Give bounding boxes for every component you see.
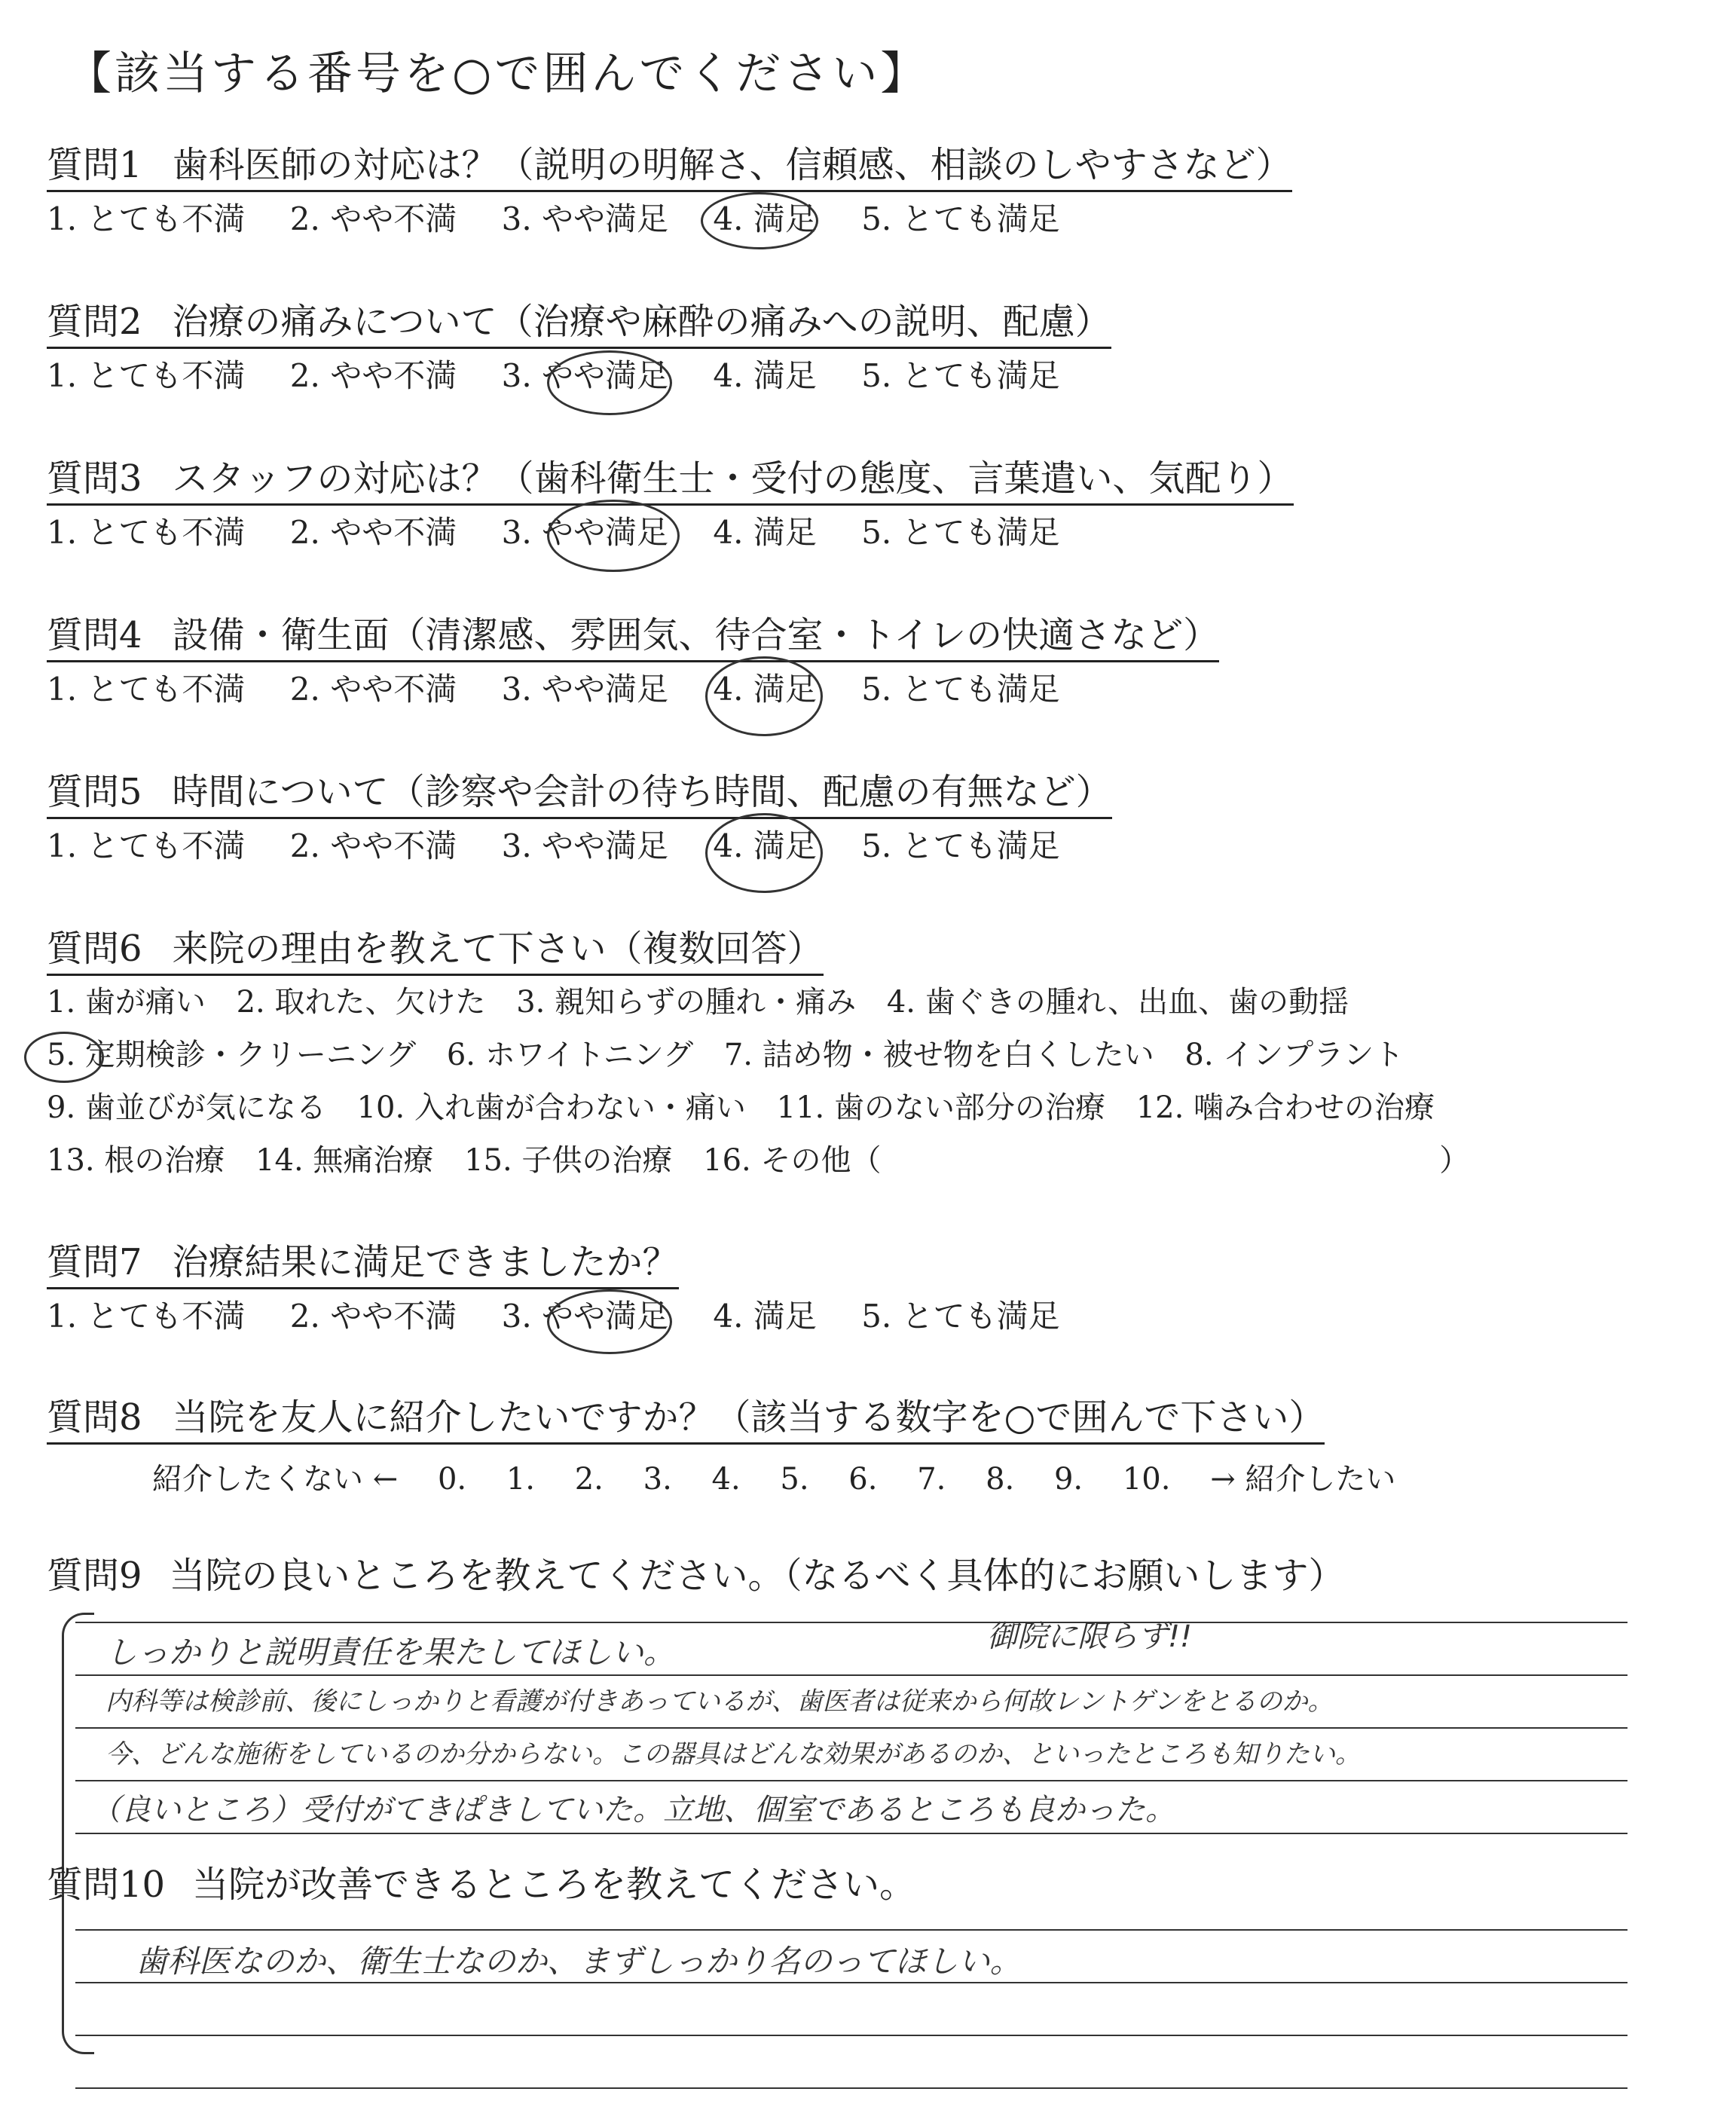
reason-option[interactable]: 8. インプラント: [1184, 1038, 1404, 1072]
rating-option-4[interactable]: 4. 満足: [713, 514, 817, 551]
rating-options: [47, 824, 1516, 869]
question-heading: [47, 925, 824, 976]
question-text: 歯科医師の対応は？（説明の明解さ、信頼感、相談のしやすさなど）: [172, 144, 1292, 186]
question-text: 当院の良いところを教えてください。（なるべく具体的にお願いします）: [169, 1555, 1345, 1597]
answer-line: [75, 1833, 1628, 1834]
question-text: 当院が改善できるところを教えてください。: [192, 1864, 916, 1906]
reason-option[interactable]: 1. 歯が痛い: [47, 985, 206, 1020]
reason-option-label: 5. 定期検診・クリーニング: [47, 1038, 417, 1072]
rating-option-2[interactable]: 2. やや不満: [289, 357, 457, 394]
scale-right-label: → 紹介したい: [1210, 1462, 1396, 1497]
rating-option-2[interactable]: 2. やや不満: [289, 1298, 457, 1335]
question-heading: [47, 455, 1294, 506]
scale-1[interactable]: 1.: [506, 1462, 536, 1497]
scale-4[interactable]: 4.: [711, 1462, 741, 1497]
rating-option-1[interactable]: 1. とても不満: [47, 827, 246, 864]
question-number: 質問2: [47, 301, 142, 343]
scale-2[interactable]: 2.: [574, 1462, 604, 1497]
question-number: 質問5: [47, 771, 142, 813]
question-8: [47, 1394, 1516, 1498]
rating-option-3-label: 3. やや満足: [501, 357, 669, 394]
question-heading: [47, 1394, 1325, 1445]
answer-line: [75, 1780, 1628, 1781]
reason-option[interactable]: 15. 子供の治療: [464, 1143, 673, 1178]
scale-8[interactable]: 8.: [986, 1462, 1015, 1497]
rating-option-4[interactable]: 4. 満足: [713, 357, 817, 394]
question-number: 質問7: [47, 1241, 142, 1283]
answer-line: [75, 1622, 1628, 1623]
answer-line: [75, 2035, 1628, 2036]
rating-option-2[interactable]: 2. やや不満: [289, 514, 457, 551]
question-1: [47, 142, 1516, 242]
question-heading: [47, 1239, 679, 1289]
answer-line: [75, 2087, 1628, 2089]
rating-option-3[interactable]: 3. やや満足: [501, 827, 669, 864]
options-row: [47, 1081, 1516, 1134]
rating-option-4[interactable]: [713, 824, 816, 869]
rating-option-4[interactable]: [713, 667, 816, 712]
rating-option-5[interactable]: 5. とても満足: [861, 200, 1060, 237]
multi-options: [47, 976, 1516, 1187]
other-close-paren: ）: [1439, 1143, 1470, 1178]
handwritten-answer: （良いところ）受付がてきぱきしていた。立地、個室であるところも良かった。: [90, 1793, 1175, 1827]
rating-options: [47, 197, 1516, 242]
scale-10[interactable]: 10.: [1122, 1462, 1171, 1497]
reason-option[interactable]: 10. 入れ歯が合わない・痛い: [356, 1090, 746, 1125]
question-text: 時間について（診察や会計の待ち時間、配慮の有無など）: [172, 771, 1112, 813]
question-heading: [47, 142, 1292, 192]
rating-option-3[interactable]: [502, 510, 668, 555]
reason-option-selected[interactable]: [47, 1029, 416, 1081]
rating-option-3-label: 3. やや満足: [501, 514, 669, 551]
reason-option[interactable]: 14. 無痛治療: [255, 1143, 434, 1178]
rating-option-1[interactable]: 1. とても不満: [47, 1298, 246, 1335]
rating-option-5[interactable]: 5. とても満足: [861, 357, 1060, 394]
handwritten-answer: 内科等は検診前、後にしっかりと看護が付きあっているが、歯医者は従来から何故レントゲンをとるのか。: [105, 1686, 1334, 1717]
reason-option[interactable]: 7. 詰め物・被せ物を白くしたい: [723, 1038, 1154, 1072]
question-number: 質問3: [47, 457, 142, 500]
question-text: 来院の理由を教えて下さい（複数回答）: [172, 928, 824, 970]
question-number: 質問8: [47, 1396, 142, 1439]
options-row: [47, 976, 1516, 1029]
handwritten-answer: 今、どんな施術をしているのか分からない。この器具はどんな効果があるのか、といったところも知りたい。: [105, 1739, 1361, 1769]
question-number: 質問4: [47, 614, 142, 656]
scale-0[interactable]: 0.: [437, 1462, 467, 1497]
scale-5[interactable]: 5.: [780, 1462, 809, 1497]
question-7: [47, 1239, 1516, 1339]
rating-option-4-label: 4. 満足: [713, 827, 817, 864]
answer-line: [75, 1674, 1628, 1676]
rating-option-5[interactable]: 5. とても満足: [861, 1298, 1060, 1335]
rating-option-4-label: 4. 満足: [713, 671, 817, 708]
options-row: [47, 1134, 1516, 1187]
rating-option-2[interactable]: 2. やや不満: [289, 200, 457, 237]
reason-option[interactable]: 6. ホワイトニング: [446, 1038, 694, 1072]
handwritten-answer: しっかりと説明責任を果たしてほしい。: [105, 1634, 676, 1671]
recommend-scale: [152, 1455, 1516, 1498]
rating-option-4[interactable]: [713, 197, 816, 242]
question-heading: [47, 1861, 1516, 1908]
question-number: 質問1: [47, 144, 142, 186]
rating-option-5[interactable]: 5. とても満足: [861, 671, 1060, 708]
scale-6[interactable]: 6.: [848, 1462, 878, 1497]
page-title: 【該当する番号を○で囲んでください】: [66, 47, 929, 100]
scale-3[interactable]: 3.: [643, 1462, 672, 1497]
rating-options: [47, 510, 1516, 555]
question-text: 治療結果に満足できましたか？: [172, 1241, 679, 1283]
rating-options: [47, 1294, 1516, 1339]
question-text: 当院を友人に紹介したいですか？（該当する数字を○で囲んで下さい）: [172, 1396, 1325, 1439]
answer-line: [75, 1982, 1628, 1983]
rating-option-5[interactable]: 5. とても満足: [861, 514, 1060, 551]
question-heading: [47, 298, 1111, 349]
question-9: [47, 1552, 1516, 1599]
scale-7[interactable]: 7.: [917, 1462, 946, 1497]
rating-option-3-label: 3. やや満足: [501, 1298, 669, 1335]
reason-option[interactable]: 11. 歯のない部分の治療: [776, 1090, 1105, 1125]
rating-option-1[interactable]: 1. とても不満: [47, 200, 246, 237]
handwritten-answer: 歯科医なのか、衛生士なのか、まずしっかり名のってほしい。: [136, 1943, 1022, 1980]
reason-option[interactable]: 2. 取れた、欠けた: [236, 985, 486, 1020]
reason-option[interactable]: 3. 親知らずの腫れ・痛み: [516, 985, 857, 1020]
question-5: [47, 769, 1516, 869]
question-4: [47, 612, 1516, 712]
rating-option-3[interactable]: [502, 353, 668, 399]
reason-option[interactable]: 13. 根の治療: [47, 1143, 225, 1178]
reason-option-other[interactable]: 16. その他（: [703, 1143, 882, 1178]
question-heading: [47, 612, 1219, 662]
rating-option-3[interactable]: [502, 1294, 668, 1339]
question-number: 質問6: [47, 928, 142, 970]
answer-line: [75, 1929, 1628, 1931]
rating-options: [47, 667, 1516, 712]
rating-option-1[interactable]: 1. とても不満: [47, 357, 246, 394]
rating-options: [47, 353, 1516, 399]
reason-option[interactable]: 9. 歯並びが気になる: [47, 1090, 326, 1125]
rating-option-3[interactable]: 3. やや満足: [501, 671, 669, 708]
question-text: 設備・衛生面（清潔感、雰囲気、待合室・トイレの快適さなど）: [172, 614, 1220, 656]
reason-option[interactable]: 12. 噛み合わせの治療: [1135, 1090, 1435, 1125]
scale-9[interactable]: 9.: [1053, 1462, 1083, 1497]
rating-option-5[interactable]: 5. とても満足: [861, 827, 1060, 864]
question-number: 質問10: [47, 1864, 166, 1906]
question-10: [47, 1861, 1516, 1908]
scale-left-label: 紹介したくない ←: [152, 1462, 399, 1497]
question-number: 質問9: [47, 1555, 142, 1597]
handwritten-answer: 御院に限らず!!: [987, 1619, 1193, 1654]
rating-option-1[interactable]: 1. とても不満: [47, 514, 246, 551]
question-heading: [47, 769, 1112, 819]
rating-option-3[interactable]: 3. やや満足: [501, 200, 669, 237]
question-2: [47, 298, 1516, 399]
options-row: [47, 1029, 1516, 1081]
rating-option-1[interactable]: 1. とても不満: [47, 671, 246, 708]
question-heading: [47, 1552, 1516, 1599]
rating-option-2[interactable]: 2. やや不満: [289, 671, 457, 708]
question-text: 治療の痛みについて（治療や麻酔の痛みへの説明、配慮）: [172, 301, 1111, 343]
rating-option-4-label: 4. 満足: [713, 200, 817, 237]
question-text: スタッフの対応は？（歯科衛生士・受付の態度、言葉遣い、気配り）: [172, 457, 1294, 500]
question-6: [47, 925, 1516, 1187]
answer-line: [75, 1727, 1628, 1729]
rating-option-2[interactable]: 2. やや不満: [289, 827, 457, 864]
reason-option[interactable]: 4. 歯ぐきの腫れ、出血、歯の動揺: [886, 985, 1349, 1020]
question-3: [47, 455, 1516, 555]
rating-option-4[interactable]: 4. 満足: [713, 1298, 817, 1335]
